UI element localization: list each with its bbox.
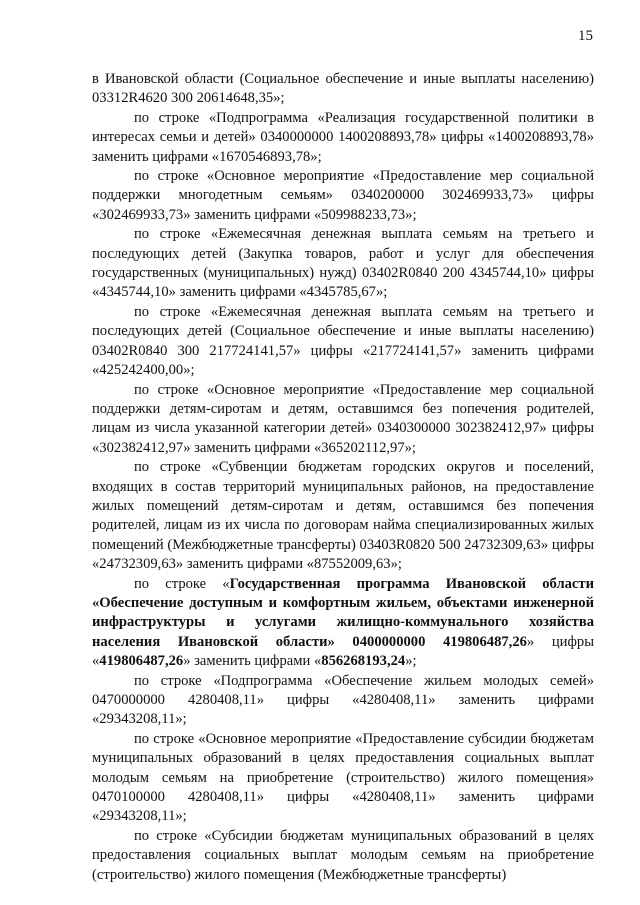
document-body [92,70,594,885]
bold-text-run: 419806487,26 [99,653,184,670]
text-run: по строке «Субсидии бюджетам муниципальных образований в целях предоставления социальных выплат молодым семьям на приобретение (строительство) жилого помещения (Межбюджетные трансферты) [92,827,594,883]
text-run: по строке « [134,575,230,592]
text-run: в Ивановской области (Социальное обеспечение и иные выплаты населению) 03312R4620 300 20614648,35»; [92,71,594,107]
paragraph [92,225,594,303]
bold-text-run: Государственная программа Ивановской области «Обеспечение доступным и комфортным жильем, объектами инженерной инфраструктуры и услугами жилищно-коммунального хозяйства населения Ивановской области» 0400000000 419806487,26 [92,575,594,650]
text-run: по строке «Основное мероприятие «Предоставление субсидии бюджетам муниципальных образований в целях предоставления социальных выплат молодым семьям на приобретение (строительство) жилого помещения» 0470100000 4280408,11» цифры «4280408,11» заменить цифрами «29343208,11»; [92,730,594,825]
text-run: по строке «Субвенции бюджетам городских округов и поселений, входящих в состав территорий муниципальных районов, на предоставление жилых помещений детям-сиротам и детям, оставшимся без попечения родителей, лицам из их числа по договорам найма специализированных жилых помещений (Межбюджетные трансферты) 03403R0820 500 24732309,63» цифры «24732309,63» заменить цифрами «87552009,63»; [92,459,594,573]
paragraph [92,167,594,225]
text-run: по строке «Ежемесячная денежная выплата семьям на третьего и последующих детей (Социальное обеспечение и иные выплаты населению) 03402R0840 300 217724141,57» цифры «217724141,57» заменить цифрами «425242400,00»; [92,303,594,379]
paragraph [92,381,594,459]
text-run: по строке «Основное мероприятие «Предоставление мер социальной поддержки многодетным семьям» 0340200000 302469933,73» цифры «302469933,73» заменить цифрами «509988233,73»; [92,168,594,223]
text-run: » заменить цифрами « [183,653,322,670]
text-run: по строке «Подпрограмма «Реализация государственной политики в интересах семьи и детей» 0340000000 1400208893,78» цифры «1400208893,78» заменить цифрами «1670546893,78»; [92,109,594,165]
bold-text-run: 856268193,24 [321,653,406,670]
paragraph [92,575,594,672]
text-run: по строке «Основное мероприятие «Предоставление мер социальной поддержки детям-сиротам и детям, оставшимся без попечения родителей, лицам из числа указанной категории детей» 0340300000 302382412,97» цифры «302382412,97» заменить цифрами «365202112,97»; [92,381,594,456]
text-run: »; [405,653,417,670]
paragraph [92,458,594,574]
paragraph [92,303,594,381]
page-number: 15 [578,28,593,44]
paragraph [92,672,594,730]
text-run: по строке «Подпрограмма «Обеспечение жильем молодых семей» 0470000000 4280408,11» цифры «4280408,11» заменить цифрами «29343208,11»; [92,672,594,728]
paragraph [92,827,594,885]
text-run: » цифры « [92,633,595,670]
paragraph [92,70,594,109]
paragraph [92,730,594,827]
text-run: по строке «Ежемесячная денежная выплата семьям на третьего и последующих детей (Закупка товаров, работ и услуг для обеспечения государственных (муниципальных) нужд) 03402R0840 200 4345744,10» цифры «4345744,10» заменить цифрами «4345785,67»; [92,226,594,301]
paragraph [92,109,594,167]
